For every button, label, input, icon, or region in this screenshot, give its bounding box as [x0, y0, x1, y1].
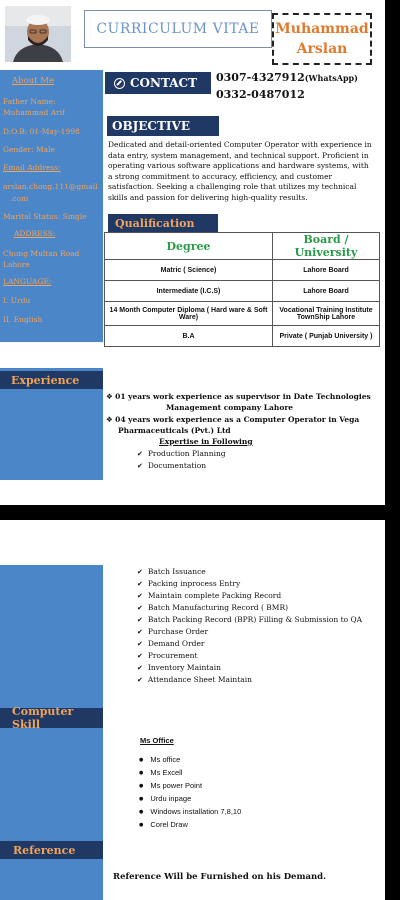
reference-heading — [0, 841, 103, 859]
expertise-item: ✔ Batch Manufacturing Record ( BMR) — [137, 603, 288, 612]
degree-cell: B.A — [105, 326, 273, 347]
email-label: Email Address: — [3, 163, 61, 172]
computer-skill-heading — [0, 705, 103, 731]
table-row — [105, 260, 380, 281]
qualification-label: Qualification — [115, 216, 195, 230]
table-header-row — [105, 233, 380, 260]
expertise-item: ✔ Procurement — [137, 651, 197, 660]
profile-photo — [5, 6, 71, 62]
experience-heading — [0, 371, 103, 389]
skill-item: ● Corel Draw — [139, 820, 188, 829]
phone-1-note: (WhatsApp) — [304, 73, 358, 83]
phone-2: 0332-0487012 — [216, 88, 305, 101]
email-value-cont[interactable]: .com — [10, 194, 29, 203]
last-name: Arslan — [296, 41, 348, 57]
language-2: II. English — [3, 315, 43, 324]
expertise-item: ✔ Inventory Maintain — [137, 663, 221, 672]
ms-office-title: Ms Office — [140, 736, 174, 745]
skill-item: ● Ms Excell — [139, 768, 182, 777]
phone-icon — [114, 78, 125, 89]
language-1: I. Urdu — [3, 296, 31, 305]
board-cell: Lahore Board — [273, 260, 380, 281]
about-heading: About Me — [12, 76, 55, 86]
experience-item-2 — [106, 415, 359, 425]
expertise-item: ✔ Packing inprocess Entry — [137, 579, 240, 588]
degree-column-header: Degree — [105, 233, 273, 260]
skill-item: ● Urdu inpage — [139, 794, 191, 803]
board-cell: Lahore Board — [273, 281, 380, 302]
email-value[interactable]: arslan.chong.111@gmail — [3, 182, 98, 191]
objective-heading — [107, 116, 219, 136]
address-line-2: Lahore — [3, 260, 30, 269]
expertise-item: ✔ Production Planning — [137, 449, 226, 458]
address-heading: ADDRESS: — [14, 229, 56, 238]
first-name: Muhammad — [275, 21, 369, 37]
experience-item-1-cont — [166, 403, 293, 413]
qualification-table — [104, 232, 380, 347]
table-row — [105, 281, 380, 302]
diamond-bullet-icon: ❖ — [106, 392, 113, 401]
father-name-value: Muhammad Arif — [3, 108, 65, 117]
experience-item-1-line-1: 01 years work experience as supervisor in Date Technologies — [115, 392, 371, 401]
expertise-item: ✔ Batch Packing Record (BPR) Filling & Submission to QA — [137, 615, 362, 624]
degree-cell: Matric ( Science) — [105, 260, 273, 281]
skill-item: ● Ms office — [139, 755, 180, 764]
qualification-heading — [108, 214, 218, 232]
gender: Gender: Male — [3, 145, 55, 154]
diamond-bullet-icon: ❖ — [106, 415, 113, 424]
expertise-item: ✔ Attendance Sheet Maintain — [137, 675, 252, 684]
degree-cell: Intermediate (I.C.S) — [105, 281, 273, 302]
reference-label: Reference — [13, 843, 76, 857]
father-name-label: Father Name: — [3, 97, 56, 106]
experience-item-1 — [106, 392, 371, 402]
contact-label: CONTACT — [130, 76, 198, 90]
dob: D.O.B: 01-May-1998 — [3, 127, 80, 136]
experience-label: Experience — [11, 373, 80, 387]
table-row — [105, 326, 380, 347]
board-column-header: Board / University — [273, 233, 380, 260]
cv-title: CURRICULUM VITAE — [96, 21, 260, 37]
expertise-item: ✔ Demand Order — [137, 639, 204, 648]
expertise-title: Expertise in Following — [159, 437, 253, 446]
marital-status: Marital Status: Single — [3, 212, 87, 221]
experience-item-2-line-1: 04 years work experience as a Computer Operator in Vega — [115, 415, 360, 424]
table-row — [105, 302, 380, 326]
phone-1-number: 0307-4327912 — [216, 71, 305, 84]
skill-item: ● Windows installation 7,8,10 — [139, 807, 241, 816]
degree-cell: 14 Month Computer Diploma ( Hard ware & Soft Ware) — [105, 302, 273, 326]
expertise-item: ✔ Documentation — [137, 461, 206, 470]
experience-item-1-line-2: Management company Lahore — [166, 403, 294, 412]
phone-1 — [216, 71, 358, 84]
computer-skill-label: Computer Skill — [12, 705, 74, 731]
expertise-item: ✔ Purchase Order — [137, 627, 208, 636]
objective-label: OBJECTIVE — [112, 119, 190, 133]
board-cell: Vocational Training Institute TownShip Lahore — [273, 302, 380, 326]
contact-heading — [105, 72, 211, 94]
reference-text: Reference Will be Furnished on his Demand. — [113, 872, 327, 882]
experience-item-2-cont — [118, 426, 231, 436]
objective-text: Dedicated and detail-oriented Computer Operator with experience in data entry, system management, and technical support. Proficient in operating various software applications and hardware systems, with a strong commitment to accuracy, efficiency, and customer satisfaction. Seeking a challenging role that utilizes my technical skills and passion for delivering high-quality results. — [108, 140, 372, 202]
expertise-item: ✔ Batch Issuance — [137, 567, 206, 576]
name-box — [272, 13, 372, 65]
skill-item: ● Ms power Point — [139, 781, 202, 790]
experience-item-2-line-2: Pharmaceuticals (Pvt.) Ltd — [118, 426, 231, 435]
address-line-1: Chung Multan Road — [3, 249, 80, 258]
expertise-item: ✔ Maintain complete Packing Record — [137, 591, 281, 600]
board-cell: Private ( Punjab University ) — [273, 326, 380, 347]
language-heading: LANGUAGE: — [3, 277, 52, 286]
cv-title-banner — [84, 10, 272, 48]
